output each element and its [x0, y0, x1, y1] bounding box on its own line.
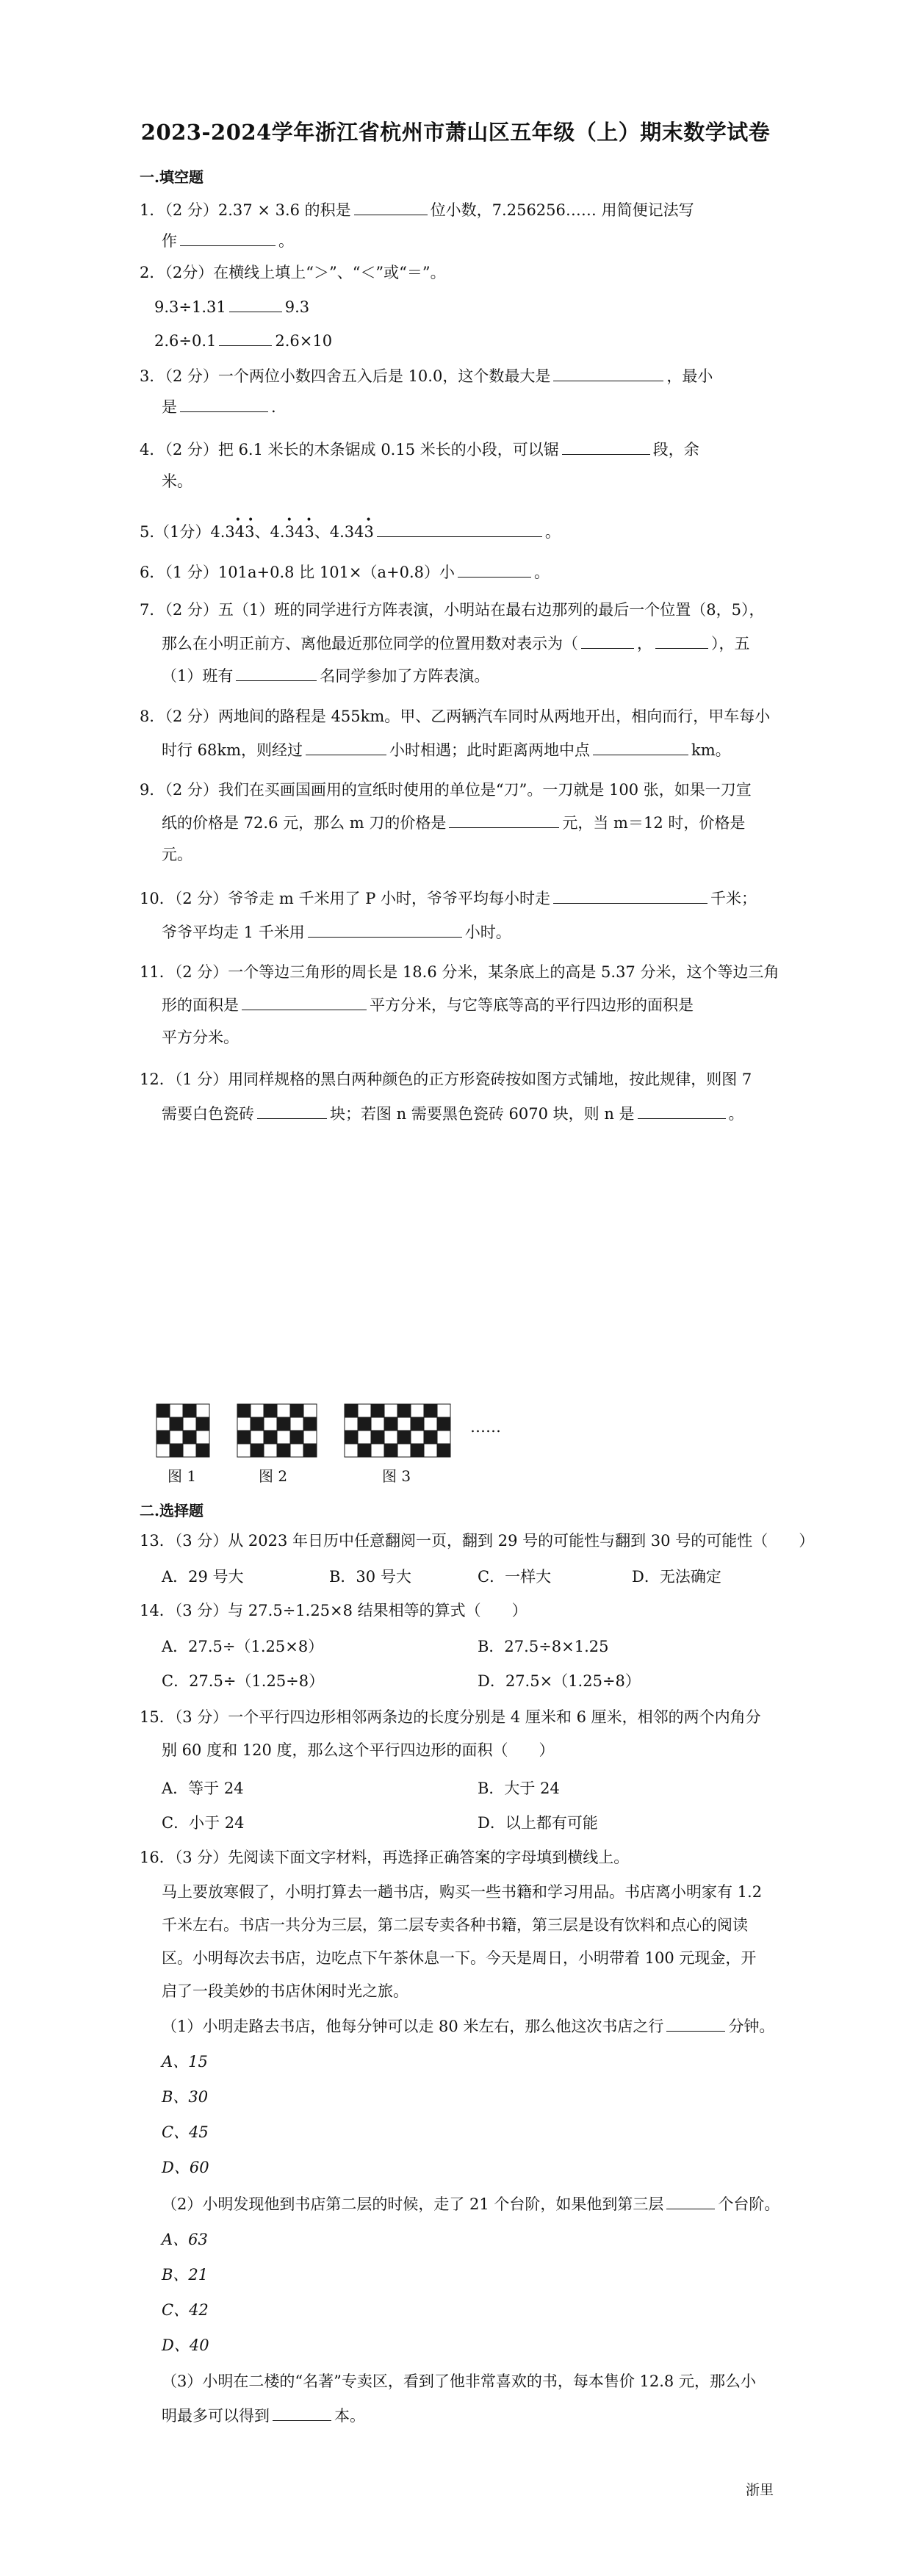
- q1-line1: 1．（2 分）2.37 × 3.6 的积是 位小数，7.256256…… 用简便记法写: [140, 198, 694, 221]
- white-tile: [170, 1431, 183, 1444]
- q16-sub1-option-d[interactable]: D、60: [162, 2159, 209, 2176]
- figure-ellipsis: ……: [470, 1418, 501, 1436]
- black-tile: [397, 1404, 411, 1417]
- white-tile: [424, 1417, 437, 1431]
- q7-blank2[interactable]: [655, 632, 708, 649]
- q16-sub2: （2）小明发现他到书店第二层的时候，走了 21 个台阶，如果他到第三层 个台阶。: [162, 2192, 779, 2215]
- q11-blank1[interactable]: [242, 993, 367, 1010]
- white-tile: [397, 1444, 411, 1457]
- black-tile: [384, 1417, 397, 1431]
- q7-blank1[interactable]: [581, 632, 634, 649]
- q16-sub2-option-b[interactable]: B、21: [162, 2266, 209, 2284]
- black-tile: [437, 1417, 450, 1431]
- black-tile: [437, 1444, 450, 1457]
- white-tile: [345, 1444, 358, 1457]
- q10-blank2[interactable]: [308, 921, 462, 938]
- white-tile: [264, 1417, 277, 1431]
- figure-2-label: 图 2: [259, 1467, 288, 1485]
- q7-line2: 那么在小明正前方、离他最近那位同学的位置用数对表示为（ ， ），五: [162, 632, 750, 655]
- q16-sub1-option-c[interactable]: C、45: [162, 2123, 209, 2141]
- black-tile: [170, 1417, 183, 1431]
- q14-option-a[interactable]: A．27.5÷（1.25×8）: [162, 1638, 324, 1655]
- q16-passage-line4: 启了一段美妙的书店休闲时光之旅。: [162, 1982, 408, 2000]
- black-tile: [183, 1431, 196, 1444]
- white-tile: [397, 1417, 411, 1431]
- black-tile: [424, 1404, 437, 1417]
- black-tile: [290, 1431, 303, 1444]
- q8-blank1[interactable]: [306, 738, 386, 755]
- q2-line3: 2.6÷0.1 2.6×10: [154, 329, 332, 352]
- q16-passage-line1: 马上要放寒假了，小明打算去一趟书店，购买一些书籍和学习用品。书店离小明家有 1.2: [162, 1883, 763, 1901]
- white-tile: [277, 1431, 290, 1444]
- q4-line1: 4．（2 分）把 6.1 米长的木条锯成 0.15 米长的小段，可以锯 段，余: [140, 438, 699, 461]
- white-tile: [345, 1417, 358, 1431]
- q3-blank2[interactable]: [180, 395, 268, 412]
- q13-option-b[interactable]: B．30 号大: [329, 1568, 411, 1586]
- q2-blank2[interactable]: [219, 329, 272, 346]
- white-tile: [384, 1431, 397, 1444]
- q8-line1: 8．（2 分）两地间的路程是 455km。甲、乙两辆汽车同时从两地开出，相向而行，甲车每小: [140, 708, 771, 725]
- q6-blank[interactable]: [458, 561, 531, 578]
- black-tile: [411, 1444, 424, 1457]
- q16-sub1-option-a[interactable]: A、15: [162, 2053, 208, 2070]
- q3-line1: 3．（2 分）一个两位小数四舍五入后是 10.0，这个数最大是 ，最小: [140, 364, 713, 387]
- black-tile: [345, 1404, 358, 1417]
- q10-line1: 10．（2 分）爷爷走 m 千米用了 P 小时，爷爷平均每小时走 千米；: [140, 887, 757, 910]
- q15-line1: 15．（3 分）一个平行四边形相邻两条边的长度分别是 4 厘米和 6 厘米，相邻的两个内角分: [140, 1708, 761, 1726]
- tile-figure-1: [156, 1403, 210, 1458]
- black-tile: [358, 1417, 371, 1431]
- black-tile: [183, 1404, 196, 1417]
- q8-line2: 时行 68km，则经过 小时相遇；此时距离两地中点 km。: [162, 738, 731, 761]
- q9-line1: 9．（2 分）我们在买画国画用的宣纸时使用的单位是“刀”。一刀就是 100 张，如果一刀宣: [140, 781, 752, 799]
- black-tile: [264, 1431, 277, 1444]
- white-tile: [183, 1417, 196, 1431]
- white-tile: [251, 1404, 264, 1417]
- black-tile: [277, 1417, 290, 1431]
- q16-sub1-blank[interactable]: [666, 2015, 725, 2032]
- white-tile: [251, 1431, 264, 1444]
- q16-stem: 16．（3 分）先阅读下面文字材料，再选择正确答案的字母填到横线上。: [140, 1849, 630, 1866]
- q12-line1: 12．（1 分）用同样规格的黑白两种颜色的正方形瓷砖按如图方式铺地，按此规律，则图 7: [140, 1071, 752, 1088]
- black-tile: [424, 1431, 437, 1444]
- tile-figure-3: [344, 1403, 451, 1458]
- q15-option-b[interactable]: B．大于 24: [478, 1780, 560, 1797]
- q14-option-b[interactable]: B．27.5÷8×1.25: [478, 1638, 609, 1655]
- white-tile: [371, 1444, 384, 1457]
- white-tile: [411, 1404, 424, 1417]
- white-tile: [371, 1417, 384, 1431]
- black-tile: [156, 1404, 170, 1417]
- q14-option-c[interactable]: C．27.5÷（1.25÷8）: [162, 1672, 325, 1690]
- black-tile: [264, 1404, 277, 1417]
- black-tile: [251, 1417, 264, 1431]
- black-tile: [384, 1444, 397, 1457]
- q15-option-a[interactable]: A．等于 24: [162, 1780, 244, 1797]
- white-tile: [358, 1404, 371, 1417]
- black-tile: [196, 1444, 209, 1457]
- q9-blank1[interactable]: [449, 811, 559, 828]
- q16-passage-line2: 千米左右。书店一共分为三层，第二层专卖各种书籍，第三层是设有饮料和点心的阅读: [162, 1916, 748, 1934]
- black-tile: [371, 1404, 384, 1417]
- q16-sub1-option-b[interactable]: B、30: [162, 2088, 209, 2106]
- q13-option-a[interactable]: A．29 号大: [162, 1568, 244, 1586]
- q2-line1: 2．（2分）在横线上填上“＞”、“＜”或“＝”。: [140, 264, 446, 281]
- q16-sub2-option-a[interactable]: A、63: [162, 2231, 208, 2248]
- q5-blank[interactable]: [377, 520, 542, 537]
- figure-1-label: 图 1: [168, 1467, 197, 1485]
- q5-line: 5.（1分）4.3• • 43、4.• 34• 3、4.34• 3 。: [140, 520, 561, 543]
- white-tile: [411, 1431, 424, 1444]
- black-tile: [290, 1404, 303, 1417]
- q2-blank1[interactable]: [229, 295, 282, 312]
- black-tile: [358, 1444, 371, 1457]
- white-tile: [277, 1404, 290, 1417]
- q16-passage-line3: 区。小明每次去书店，边吃点下午茶休息一下。今天是周日，小明带着 100 元现金，开: [162, 1949, 757, 1967]
- white-tile: [237, 1444, 251, 1457]
- white-tile: [290, 1417, 303, 1431]
- q3-line2: 是 .: [162, 395, 276, 418]
- q16-sub2-blank[interactable]: [666, 2192, 715, 2209]
- white-tile: [303, 1431, 317, 1444]
- black-tile: [371, 1431, 384, 1444]
- q16-sub1: （1）小明走路去书店，他每分钟可以走 80 米左右，那么他这次书店之行 分钟。: [162, 2015, 774, 2037]
- black-tile: [303, 1444, 317, 1457]
- q16-sub3-line2: 明最多可以得到 本。: [162, 2404, 365, 2427]
- white-tile: [424, 1444, 437, 1457]
- q13-stem: 13．（3 分）从 2023 年日历中任意翻阅一页，翻到 29 号的可能性与翻到 30 号的可能性（ ）: [140, 1532, 815, 1550]
- q7-line1: 7．（2 分）五（1）班的同学进行方阵表演，小明站在最右边那列的最后一个位置（8，5），: [140, 601, 765, 619]
- q7-blank3[interactable]: [236, 664, 317, 681]
- q13-option-c[interactable]: C．一样大: [478, 1568, 552, 1586]
- white-tile: [384, 1404, 397, 1417]
- q15-option-c[interactable]: C．小于 24: [162, 1814, 245, 1832]
- q8-blank2[interactable]: [593, 738, 688, 755]
- q9-line3: 元。: [162, 846, 192, 863]
- q12-blank1[interactable]: [257, 1102, 327, 1119]
- q14-stem: 14．（3 分）与 27.5÷1.25×8 结果相等的算式（ ）: [140, 1602, 527, 1619]
- white-tile: [437, 1404, 450, 1417]
- black-tile: [251, 1444, 264, 1457]
- q1-blank2[interactable]: [180, 229, 276, 246]
- black-tile: [196, 1417, 209, 1431]
- black-tile: [237, 1404, 251, 1417]
- tile-figure-2: [237, 1403, 317, 1458]
- black-tile: [277, 1444, 290, 1457]
- q11-line3: 平方分米。: [162, 1029, 239, 1046]
- white-tile: [183, 1444, 196, 1457]
- q1-line2: 作 。: [162, 229, 294, 252]
- section-choice: 二.选择题: [140, 1502, 204, 1519]
- q12-line2: 需要白色瓷砖 块；若图 n 需要黑色瓷砖 6070 块，则 n 是 。: [162, 1102, 744, 1125]
- q6-line: 6．（1 分）101a+0.8 比 101×（a+0.8）小 。: [140, 561, 550, 583]
- q16-sub2-option-d[interactable]: D、40: [162, 2336, 209, 2354]
- q1-blank1[interactable]: [354, 198, 428, 215]
- black-tile: [345, 1431, 358, 1444]
- q4-line2: 米。: [162, 472, 192, 490]
- q16-sub2-option-c[interactable]: C、42: [162, 2301, 209, 2319]
- q13-option-d[interactable]: D．无法确定: [632, 1568, 721, 1586]
- q11-line2: 形的面积是 平方分米，与它等底等高的平行四边形的面积是: [162, 993, 694, 1016]
- q11-line1: 11．（2 分）一个等边三角形的周长是 18.6 分米，某条底上的高是 5.37 分米，这个等边三角: [140, 963, 779, 981]
- q12-blank2[interactable]: [638, 1102, 726, 1119]
- q10-line2: 爷爷平均走 1 千米用 小时。: [162, 921, 511, 943]
- q15-option-d[interactable]: D．以上都有可能: [478, 1814, 598, 1832]
- black-tile: [156, 1431, 170, 1444]
- q15-line2: 别 60 度和 120 度，那么这个平行四边形的面积（ ）: [162, 1741, 555, 1759]
- black-tile: [303, 1417, 317, 1431]
- section-fill-blank: 一.填空题: [140, 168, 204, 186]
- black-tile: [237, 1431, 251, 1444]
- white-tile: [196, 1404, 209, 1417]
- page-title: 2023-2024学年浙江省杭州市萧山区五年级（上）期末数学试卷: [140, 120, 771, 145]
- q14-option-d[interactable]: D．27.5×（1.25÷8）: [478, 1672, 641, 1690]
- white-tile: [156, 1417, 170, 1431]
- white-tile: [264, 1444, 277, 1457]
- q2-line2: 9.3÷1.31 9.3: [154, 295, 309, 318]
- q10-blank1[interactable]: [553, 887, 707, 904]
- black-tile: [397, 1431, 411, 1444]
- black-tile: [170, 1444, 183, 1457]
- black-tile: [411, 1417, 424, 1431]
- q3-blank1[interactable]: [553, 364, 663, 381]
- white-tile: [290, 1444, 303, 1457]
- white-tile: [237, 1417, 251, 1431]
- q9-line2: 纸的价格是 72.6 元，那么 m 刀的价格是 元，当 m＝12 时，价格是: [162, 811, 745, 834]
- white-tile: [358, 1431, 371, 1444]
- white-tile: [437, 1431, 450, 1444]
- q4-blank1[interactable]: [562, 438, 650, 455]
- page-footer: 浙里: [746, 2482, 774, 2498]
- white-tile: [303, 1404, 317, 1417]
- white-tile: [196, 1431, 209, 1444]
- q7-line3: （1）班有 名同学参加了方阵表演。: [162, 664, 489, 687]
- q16-sub3-line1: （3）小明在二楼的“名著”专卖区，看到了他非常喜欢的书，每本售价 12.8 元，那么小: [162, 2372, 756, 2390]
- figure-3-label: 图 3: [382, 1467, 411, 1485]
- white-tile: [156, 1444, 170, 1457]
- q16-sub3-blank[interactable]: [273, 2404, 331, 2421]
- white-tile: [170, 1404, 183, 1417]
